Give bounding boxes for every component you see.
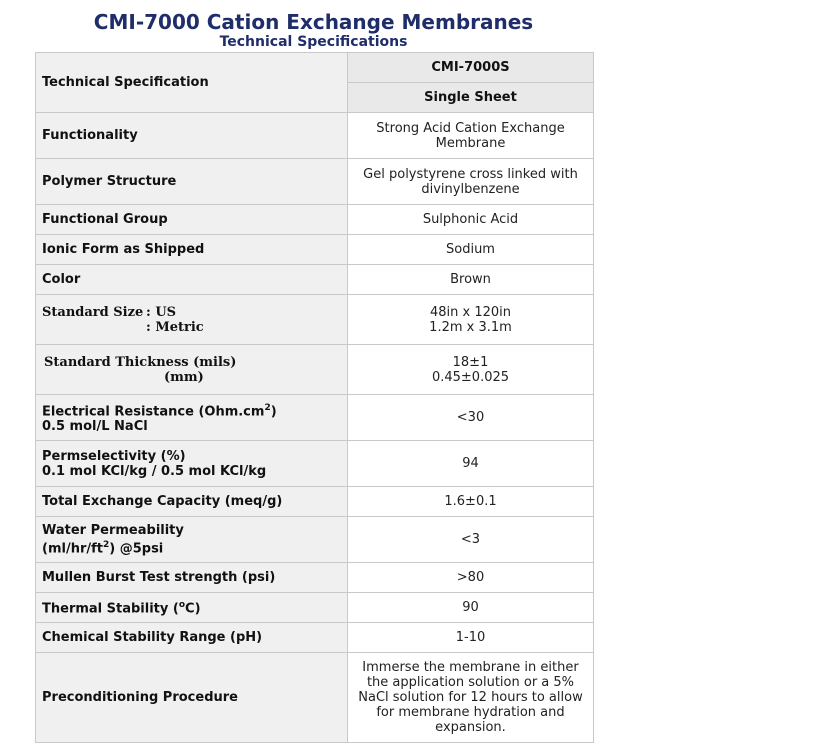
table-row-size: [36, 295, 594, 345]
table-row: [36, 205, 594, 235]
table-header-row: [36, 53, 594, 83]
size-sub-us: : US: [146, 304, 177, 320]
permselectivity-value: 94: [348, 441, 594, 487]
value-line: Membrane: [435, 135, 506, 151]
resistance-line-1: [42, 401, 341, 419]
value-line: the application solution or a 5%: [366, 675, 575, 690]
row-value: Sulphonic Acid: [348, 205, 594, 235]
value-line: Gel polystyrene cross linked with: [363, 166, 578, 182]
degree-mark: o: [178, 600, 186, 611]
superscript: 2: [102, 539, 110, 550]
value-line: for membrane hydration and: [376, 705, 565, 720]
size-line-1: [42, 305, 341, 320]
size-value-metric: 1.2m x 3.1m: [429, 319, 512, 335]
table-row: [36, 159, 594, 205]
row-value: [348, 159, 594, 205]
thermal-text: Thermal Stability (: [42, 601, 179, 617]
water-line-2: [42, 538, 341, 556]
thickness-value-mm: 0.45±0.025: [431, 369, 510, 385]
table-row: [36, 517, 594, 563]
thermal-unit: C): [185, 601, 201, 617]
permselectivity-line-1: Permselectivity (%): [42, 448, 186, 464]
capacity-label: Total Exchange Capacity (meq/g): [36, 487, 348, 517]
row-label: Ionic Form as Shipped: [36, 235, 348, 265]
thickness-label-text: Standard Thickness (mils): [44, 354, 237, 370]
resistance-close: ): [270, 404, 277, 420]
resistance-label: [36, 395, 348, 441]
size-label: [36, 295, 348, 345]
value-line: expansion.: [435, 720, 506, 735]
page-title: CMI-7000 Cation Exchange Membranes: [93, 10, 534, 34]
row-label: Color: [36, 265, 348, 295]
thickness-value-mils: 18±1: [452, 354, 489, 370]
superscript: 2: [264, 402, 271, 413]
size-label-text: Standard Size: [42, 304, 144, 320]
table-row: [36, 395, 594, 441]
value-line: NaCl solution for 12 hours to allow: [358, 690, 583, 705]
precond-value: [348, 653, 594, 743]
mullen-value: >80: [348, 563, 594, 593]
thickness-label: [36, 345, 348, 395]
thermal-label: [36, 593, 348, 623]
size-line-2: [42, 320, 341, 335]
row-label: Functional Group: [36, 205, 348, 235]
row-value: [348, 113, 594, 159]
sheet-header: Single Sheet: [348, 83, 594, 113]
row-value: Brown: [348, 265, 594, 295]
size-sub-metric: : Metric: [146, 319, 204, 335]
row-label: Functionality: [36, 113, 348, 159]
resistance-text: Electrical Resistance (Ohm.cm: [42, 404, 265, 420]
size-value: [348, 295, 594, 345]
thermal-value: 90: [348, 593, 594, 623]
water-label: [36, 517, 348, 563]
header-label: Technical Specification: [36, 53, 348, 113]
precond-label: Preconditioning Procedure: [36, 653, 348, 743]
row-value: Sodium: [348, 235, 594, 265]
water-pressure: ) @5psi: [109, 541, 164, 557]
page-subtitle: Technical Specifications: [219, 34, 408, 50]
thickness-sub-mm: (mm): [164, 369, 204, 385]
table-row: [36, 563, 594, 593]
chemical-value: 1-10: [348, 623, 594, 653]
water-value: <3: [348, 517, 594, 563]
water-line-1: Water Permeability: [42, 522, 184, 538]
resistance-line-2: 0.5 mol/L NaCl: [42, 419, 148, 435]
spacer: [42, 320, 146, 335]
mullen-label: Mullen Burst Test strength (psi): [36, 563, 348, 593]
table-row: [36, 235, 594, 265]
table-row: [36, 265, 594, 295]
table-row: [36, 487, 594, 517]
table-row-thickness: [36, 345, 594, 395]
model-header: CMI-7000S: [348, 53, 594, 83]
specifications-table: [35, 52, 594, 743]
table-row: [36, 593, 594, 623]
table-row: [36, 113, 594, 159]
value-line: divinylbenzene: [421, 181, 520, 197]
size-value-us: 48in x 120in: [429, 304, 511, 320]
chemical-label: Chemical Stability Range (pH): [36, 623, 348, 653]
capacity-value: 1.6±0.1: [348, 487, 594, 517]
table-row: [36, 623, 594, 653]
thickness-value: [348, 345, 594, 395]
permselectivity-line-2: 0.1 mol KCl/kg / 0.5 mol KCl/kg: [42, 463, 267, 479]
resistance-value: <30: [348, 395, 594, 441]
table-row: [36, 653, 594, 743]
permselectivity-label: [36, 441, 348, 487]
row-label: Polymer Structure: [36, 159, 348, 205]
table-row: [36, 441, 594, 487]
value-line: Strong Acid Cation Exchange: [376, 120, 565, 136]
value-line: Immerse the membrane in either: [362, 660, 579, 675]
water-unit: (ml/hr/ft: [42, 541, 103, 557]
